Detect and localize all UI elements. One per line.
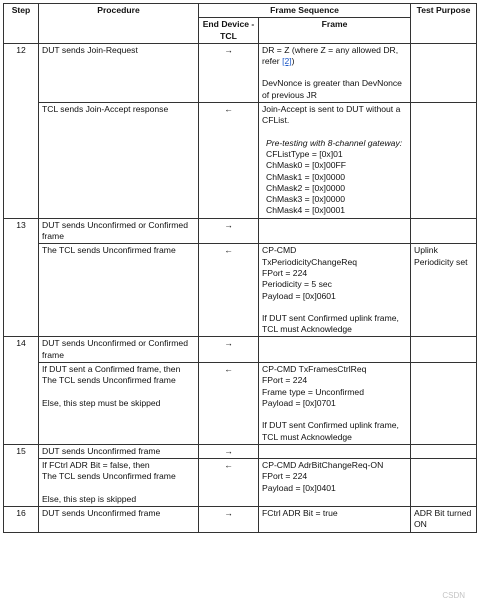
arrow-right-icon: → — [199, 444, 259, 458]
step-number: 12 — [4, 43, 39, 218]
frame-cell: FCtrl ADR Bit = true — [259, 506, 411, 532]
purpose-cell — [411, 218, 477, 244]
test-procedure-table — [3, 3, 477, 533]
purpose-cell — [411, 459, 477, 507]
procedure-cell: DUT sends Unconfirmed frame — [39, 506, 199, 532]
frame-text: TxPeriodicityChangeReq — [262, 256, 358, 267]
procedure-cell: DUT sends Join-Request — [39, 43, 199, 102]
frame-text: FPort = 224 — [262, 267, 308, 278]
frame-text: Periodicity = 5 sec — [262, 279, 332, 290]
frame-cell — [259, 43, 411, 102]
arrow-right-icon: → — [199, 43, 259, 102]
frame-text: If DUT sent Confirmed uplink frame, TCL must Acknowledge — [262, 312, 399, 335]
header-procedure: Procedure — [39, 4, 199, 44]
frame-text: ChMask2 = [0x]0000 — [266, 182, 346, 193]
frame-text: CP-CMD TxFramesCtrlReq — [262, 364, 367, 375]
arrow-left-icon: ← — [199, 244, 259, 337]
header-frame-sequence: Frame Sequence — [199, 4, 411, 18]
purpose-cell — [411, 43, 477, 102]
table-row — [4, 337, 477, 363]
purpose-cell — [411, 363, 477, 445]
header-test-purpose: Test Purpose — [411, 4, 477, 44]
frame-text: Payload = [0x]0701 — [262, 397, 336, 408]
header-frame: Frame — [259, 18, 411, 44]
purpose-cell — [411, 444, 477, 458]
frame-text: Payload = [0x]0601 — [262, 290, 336, 301]
step-number: 15 — [4, 444, 39, 506]
arrow-right-icon: → — [199, 337, 259, 363]
table-row — [4, 103, 477, 219]
frame-cell — [259, 444, 411, 458]
frame-text: FPort = 224 — [262, 375, 308, 386]
procedure-text: If DUT sent a Confirmed frame, then — [42, 364, 181, 375]
procedure-text: Else, this step must be skipped — [42, 397, 161, 408]
procedure-cell: DUT sends Unconfirmed or Confirmed frame — [39, 218, 199, 244]
frame-text: CFListType = [0x]01 — [266, 148, 343, 159]
procedure-text: The TCL sends Unconfirmed frame — [42, 375, 176, 386]
frame-text: Frame type = Unconfirmed — [262, 386, 364, 397]
arrow-right-icon: → — [199, 218, 259, 244]
arrow-right-icon: → — [199, 506, 259, 532]
procedure-text: The TCL sends Unconfirmed frame — [42, 471, 176, 482]
frame-text: Payload = [0x]0401 — [262, 482, 336, 493]
purpose-cell: Uplink Periodicity set — [411, 244, 477, 337]
watermark: CSDN — [442, 591, 465, 600]
frame-text: If DUT sent Confirmed uplink frame, TCL must Acknowledge — [262, 420, 399, 442]
frame-cell — [259, 459, 411, 507]
arrow-left-icon: ← — [199, 459, 259, 507]
purpose-cell — [411, 103, 477, 219]
table-row — [4, 459, 477, 507]
frame-text: Join-Accept is sent to DUT without a CFList. — [262, 104, 401, 126]
frame-text: FPort = 224 — [262, 471, 308, 482]
arrow-left-icon: ← — [199, 103, 259, 219]
procedure-cell: DUT sends Unconfirmed frame — [39, 444, 199, 458]
table-row — [4, 363, 477, 445]
procedure-cell — [39, 363, 199, 445]
table-row — [4, 444, 477, 458]
step-number: 13 — [4, 218, 39, 337]
frame-text: DR = Z (where Z = any allowed DR, refer — [262, 44, 399, 67]
frame-cell — [259, 244, 411, 337]
arrow-left-icon: ← — [199, 363, 259, 445]
step-number: 14 — [4, 337, 39, 444]
frame-text: CP-CMD — [262, 245, 297, 256]
procedure-cell — [39, 459, 199, 507]
frame-text: CP-CMD AdrBitChangeReq-ON — [262, 460, 384, 471]
procedure-text: If FCtrl ADR Bit = false, then — [42, 460, 150, 471]
reference-link[interactable]: [2] — [282, 56, 292, 67]
frame-text: ChMask4 = [0x]0001 — [266, 205, 346, 216]
purpose-cell — [411, 337, 477, 363]
purpose-cell: ADR Bit turned ON — [411, 506, 477, 532]
frame-text: Pre-testing with 8-channel gateway: — [266, 137, 403, 148]
frame-text: DevNonce is greater than DevNonce of previous JR — [262, 78, 402, 100]
frame-text: ChMask3 = [0x]0000 — [266, 194, 346, 205]
procedure-cell: DUT sends Unconfirmed or Confirmed frame — [39, 337, 199, 363]
frame-text: ChMask1 = [0x]0000 — [266, 171, 346, 182]
frame-cell — [259, 363, 411, 445]
table-row — [4, 218, 477, 244]
frame-text: ChMask0 = [0x]00FF — [266, 160, 346, 171]
table-row — [4, 43, 477, 102]
frame-cell — [259, 103, 411, 219]
procedure-cell: TCL sends Join-Accept response — [39, 103, 199, 219]
frame-cell — [259, 337, 411, 363]
table-row — [4, 506, 477, 532]
table-row — [4, 244, 477, 337]
frame-cell — [259, 218, 411, 244]
frame-text: ) — [291, 56, 295, 67]
header-step: Step — [4, 4, 39, 44]
header-end-device: End Device - TCL — [199, 18, 259, 44]
procedure-cell: The TCL sends Unconfirmed frame — [39, 244, 199, 337]
procedure-text: Else, this step is skipped — [42, 493, 137, 504]
step-number: 16 — [4, 506, 39, 532]
header-row-1 — [4, 4, 477, 18]
